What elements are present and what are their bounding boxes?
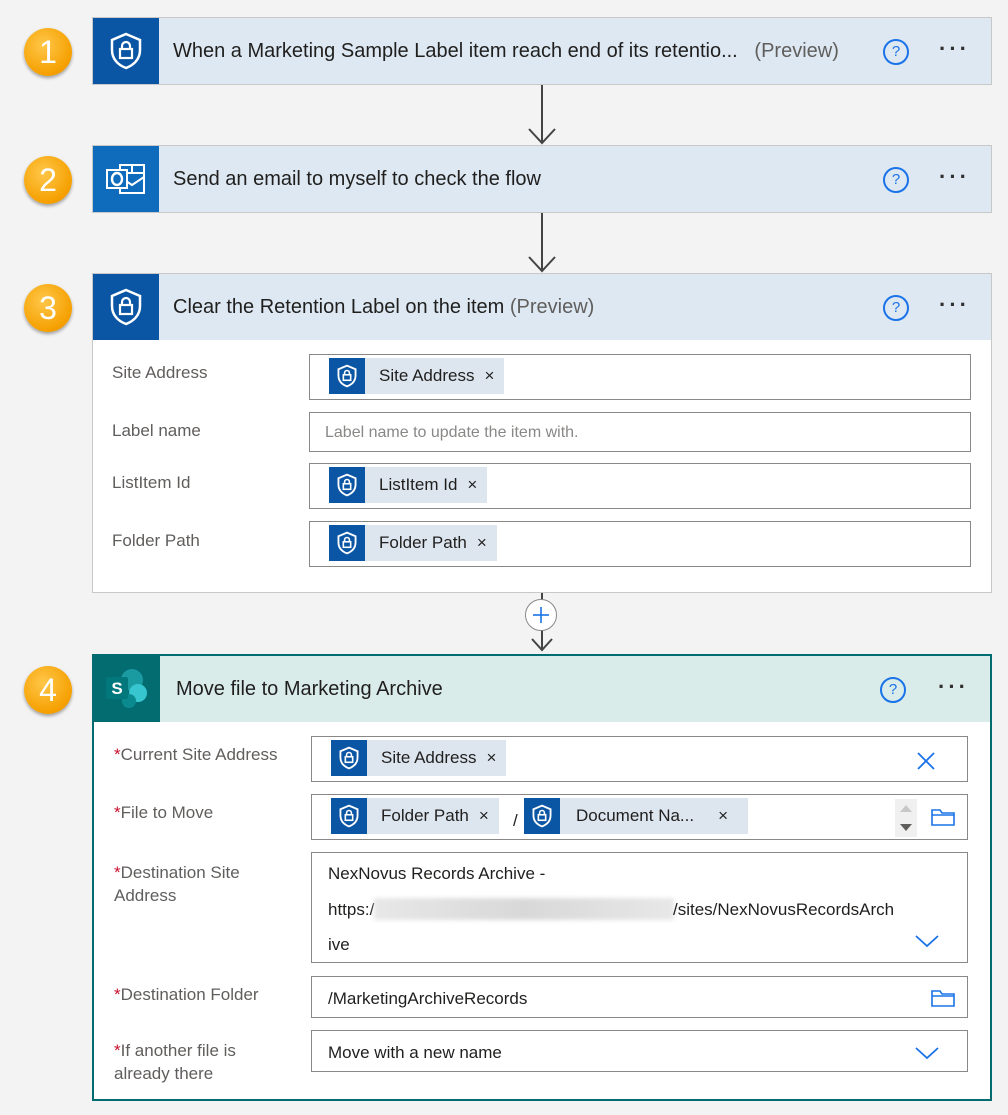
more-options-button[interactable]: ···: [939, 164, 970, 189]
conflict-behavior-dropdown[interactable]: [311, 1030, 968, 1072]
shield-lock-icon: [329, 358, 365, 394]
dynamic-content-token[interactable]: [329, 358, 504, 394]
trigger-card[interactable]: [92, 17, 992, 85]
step-number-badge: 2: [24, 156, 72, 204]
remove-token-button[interactable]: ×: [486, 748, 497, 767]
card-header[interactable]: [94, 656, 990, 722]
field-label: Folder Path: [112, 531, 200, 550]
destination-folder-input[interactable]: [311, 976, 968, 1018]
dynamic-content-token[interactable]: [329, 525, 497, 561]
card-header[interactable]: [93, 274, 991, 340]
move-file-card: [92, 654, 992, 1101]
redacted-hostname: [374, 898, 674, 920]
token-label: Site Address: [381, 748, 477, 767]
plus-icon: [526, 600, 556, 630]
remove-token-button[interactable]: ×: [484, 366, 495, 385]
help-icon[interactable]: ?: [883, 295, 909, 321]
file-to-move-field[interactable]: [311, 794, 968, 840]
dynamic-content-token[interactable]: [524, 798, 748, 834]
folder-path-field[interactable]: [309, 521, 971, 567]
site-address-field[interactable]: [309, 354, 971, 400]
field-label: Site Address: [112, 363, 208, 382]
send-email-card[interactable]: [92, 145, 992, 213]
step-title: Move file to Marketing Archive: [176, 678, 443, 700]
step-number-badge: 3: [24, 284, 72, 332]
remove-token-button[interactable]: ×: [478, 806, 489, 825]
dropdown-value-line: ive: [328, 935, 350, 954]
dropdown-value-line: https:/: [328, 900, 375, 919]
step-title: Clear the Retention Label on the item (Preview): [173, 296, 595, 318]
folder-icon[interactable]: [930, 987, 956, 1009]
input-placeholder: Label name to update the item with.: [325, 424, 579, 441]
close-icon[interactable]: [916, 751, 936, 771]
path-separator: /: [513, 811, 518, 830]
scrollbar[interactable]: [895, 799, 917, 837]
sharepoint-icon: [94, 656, 160, 722]
field-label: *If another file is already there: [114, 1041, 236, 1083]
remove-token-button[interactable]: ×: [476, 533, 487, 552]
step-number-badge: 1: [24, 28, 72, 76]
step-number-badge: 4: [24, 666, 72, 714]
remove-token-button[interactable]: ×: [718, 806, 729, 825]
shield-lock-icon: [93, 274, 159, 340]
more-options-button[interactable]: ···: [939, 292, 970, 317]
destination-site-address-dropdown[interactable]: [311, 852, 968, 963]
dynamic-content-token[interactable]: [331, 740, 506, 776]
shield-lock-icon: [329, 525, 365, 561]
current-site-address-field[interactable]: [311, 736, 968, 782]
chevron-down-icon[interactable]: [914, 1045, 940, 1061]
shield-lock-icon: [93, 18, 159, 84]
remove-token-button[interactable]: ×: [467, 475, 478, 494]
shield-lock-icon: [329, 467, 365, 503]
shield-lock-icon: [331, 798, 367, 834]
add-step-button[interactable]: [525, 599, 557, 631]
dropdown-value: Move with a new name: [328, 1043, 502, 1062]
step-title: Send an email to myself to check the flow: [173, 168, 541, 190]
step-title: When a Marketing Sample Label item reach end of its retentio... (Preview): [173, 40, 839, 62]
more-options-button[interactable]: ···: [939, 36, 970, 61]
token-label: Folder Path: [381, 806, 469, 825]
token-label: Document Na...: [576, 806, 695, 825]
field-label: *Destination Site Address: [114, 863, 240, 905]
dropdown-value-line: NexNovus Records Archive -: [328, 864, 546, 883]
dynamic-content-token[interactable]: [329, 467, 487, 503]
clear-retention-label-card: [92, 273, 992, 593]
connector-arrow: [526, 85, 558, 147]
help-icon[interactable]: ?: [883, 39, 909, 65]
token-label: Folder Path: [379, 533, 467, 552]
label-name-input[interactable]: [309, 412, 971, 452]
field-label: ListItem Id: [112, 473, 191, 492]
token-label: ListItem Id: [379, 475, 458, 494]
outlook-icon: [93, 146, 159, 212]
connector-arrow: [526, 213, 558, 275]
more-options-button[interactable]: ···: [938, 674, 969, 699]
folder-icon[interactable]: [930, 806, 956, 828]
field-label: *File to Move: [114, 803, 214, 822]
field-label: *Current Site Address: [114, 745, 278, 764]
scroll-down-icon[interactable]: [895, 819, 917, 837]
token-label: Site Address: [379, 366, 475, 385]
shield-lock-icon: [331, 740, 367, 776]
chevron-down-icon[interactable]: [914, 933, 940, 949]
input-value: /MarketingArchiveRecords: [328, 989, 528, 1008]
card-header[interactable]: [93, 18, 991, 84]
shield-lock-icon: [524, 798, 560, 834]
dropdown-value-line: /sites/NexNovusRecordsArch: [673, 900, 895, 919]
card-header[interactable]: [93, 146, 991, 212]
svg-text:S: S: [111, 679, 123, 698]
listitem-id-field[interactable]: [309, 463, 971, 509]
scroll-up-icon[interactable]: [895, 799, 917, 817]
help-icon[interactable]: ?: [880, 677, 906, 703]
dynamic-content-token[interactable]: [331, 798, 499, 834]
help-icon[interactable]: ?: [883, 167, 909, 193]
field-label: *Destination Folder: [114, 985, 259, 1004]
field-label: Label name: [112, 421, 201, 440]
